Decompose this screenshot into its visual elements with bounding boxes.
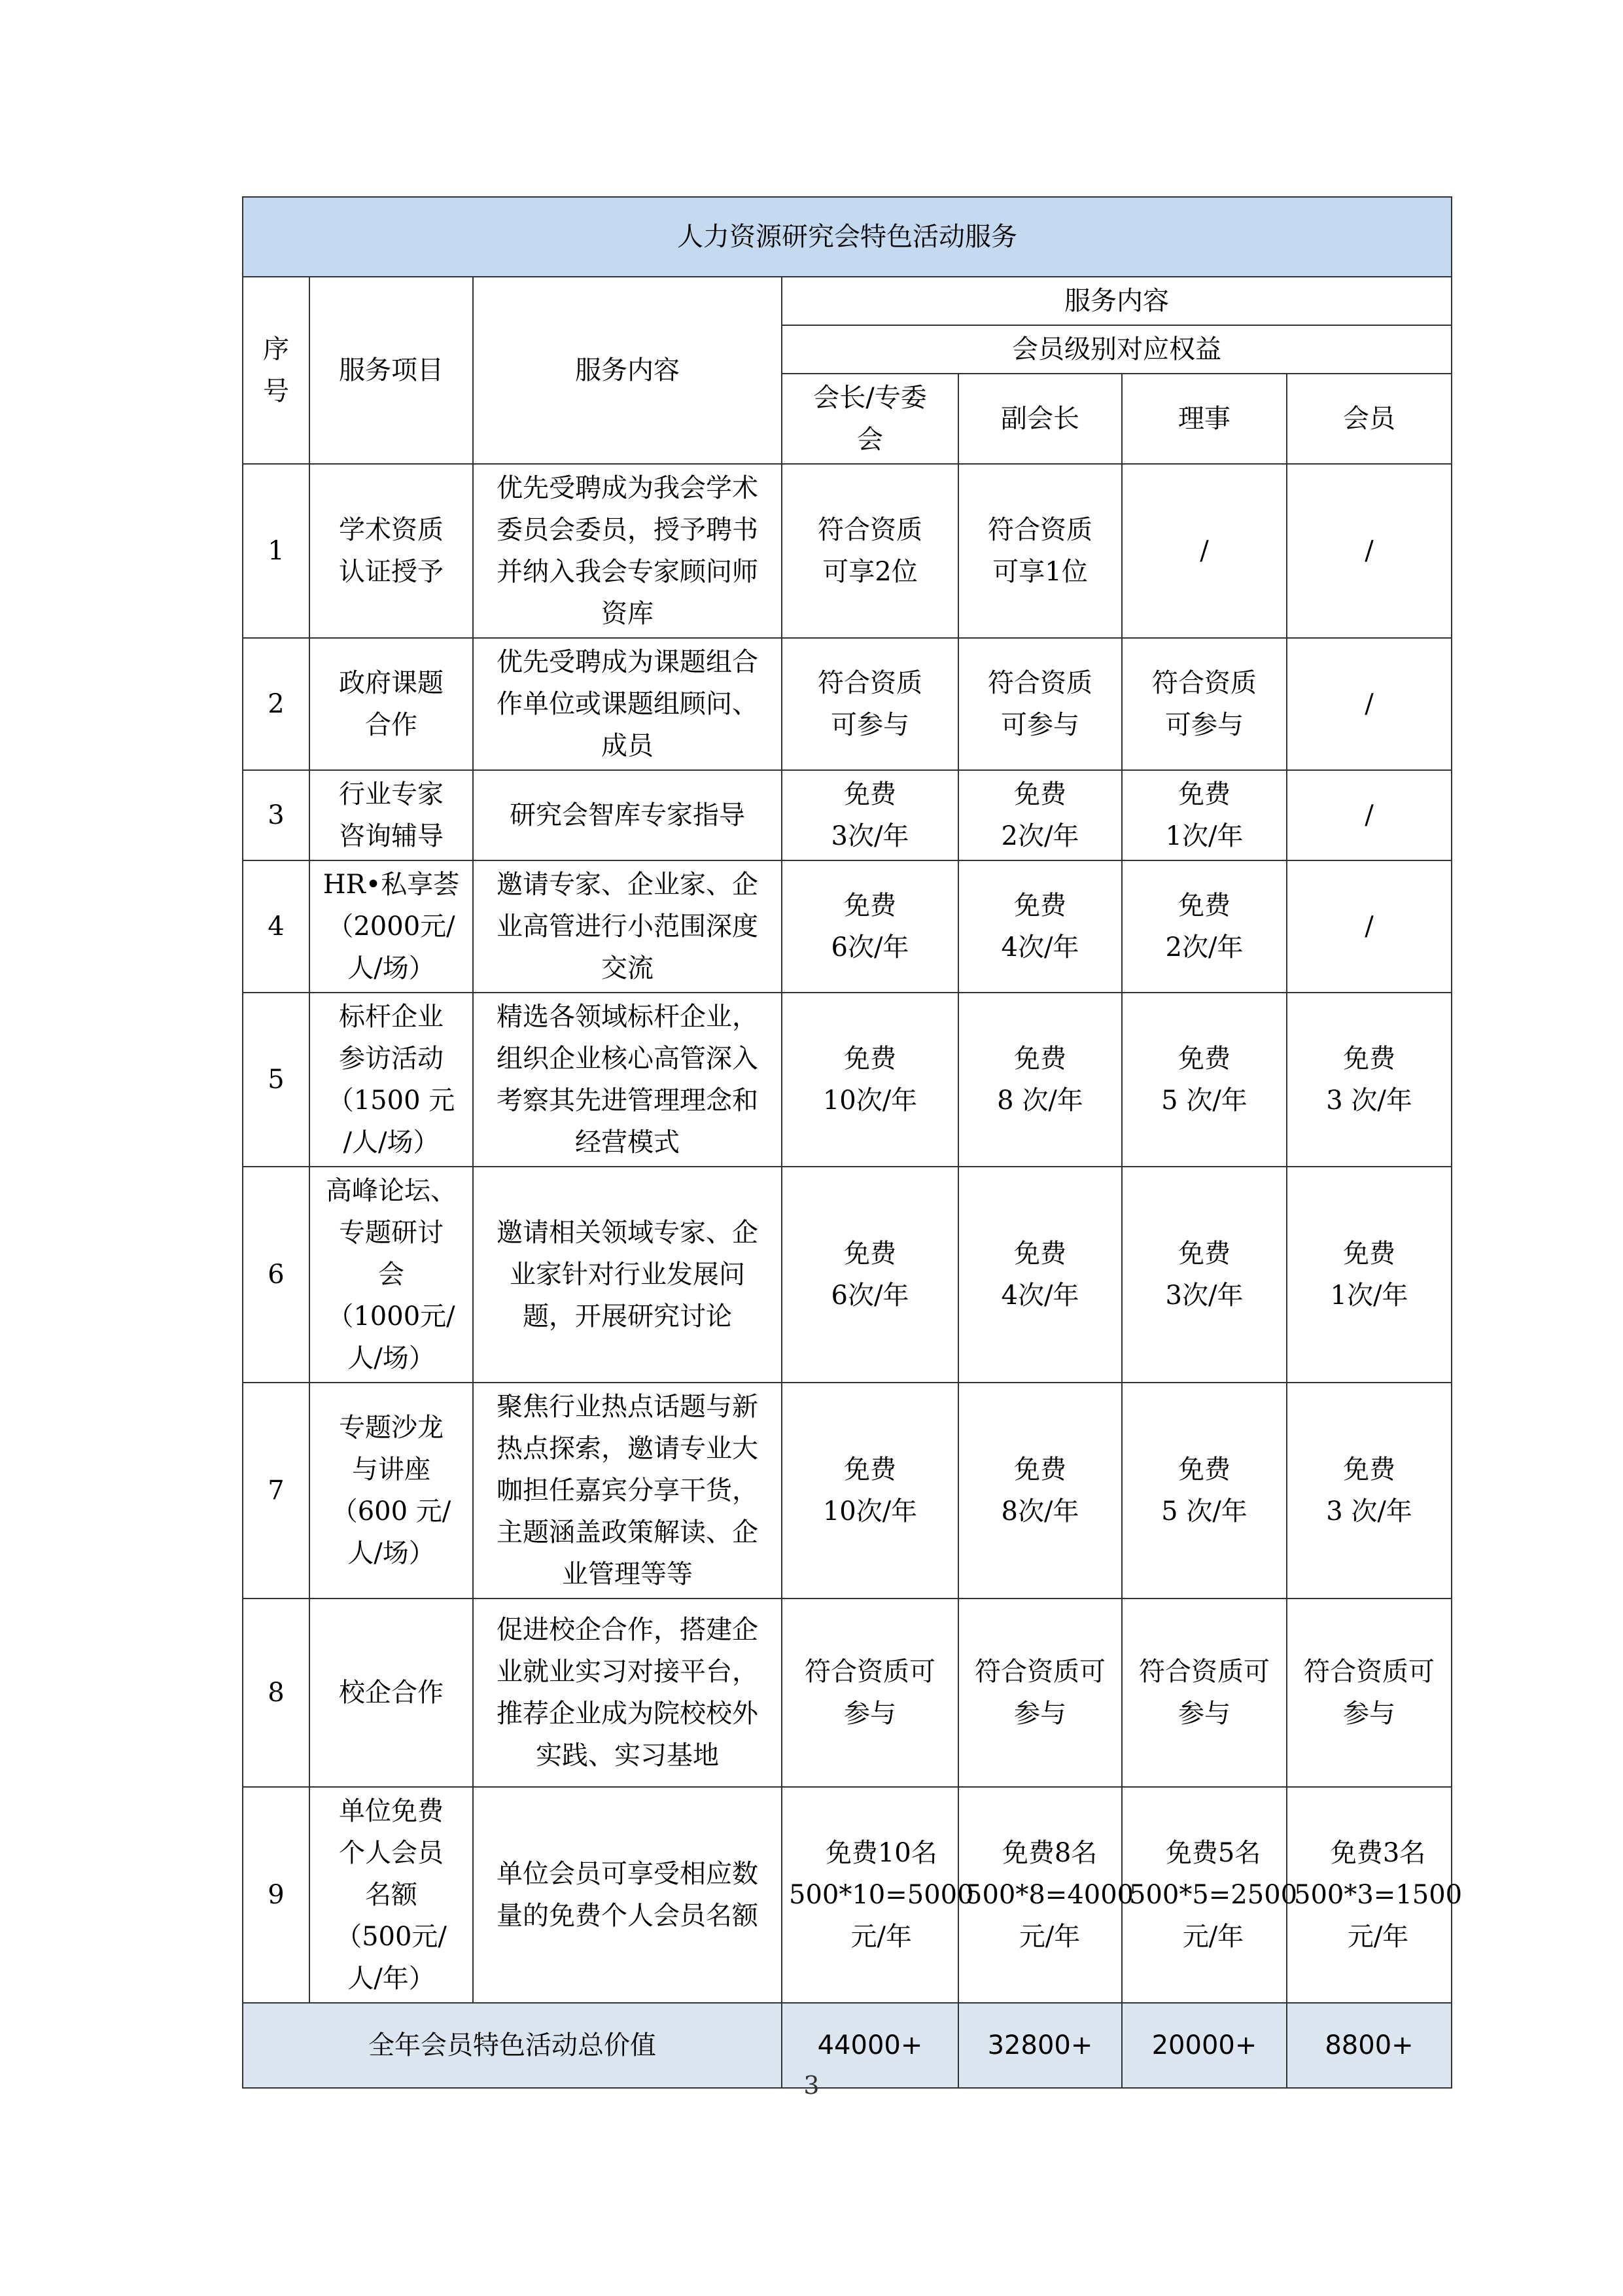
- row-value-vice-president: 免费 4次/年: [958, 1167, 1122, 1383]
- header-content: 服务内容: [473, 277, 782, 464]
- total-value-member: 8800+: [1287, 2003, 1452, 2088]
- row-value-member: 免费3名 500*3=1500 元/年: [1287, 1787, 1452, 2003]
- page-number: 3: [803, 2071, 820, 2100]
- row-value-president: 符合资质 可享2位: [782, 464, 958, 638]
- table-row: [243, 1598, 1452, 1787]
- row-value-member: 免费 3 次/年: [1287, 993, 1452, 1167]
- row-value-vice-president: 符合资质 可参与: [958, 638, 1122, 770]
- row-content: 邀请专家、企业家、企 业高管进行小范围深度 交流: [473, 860, 782, 993]
- row-value-director: 免费5名 500*5=2500 元/年: [1122, 1787, 1287, 2003]
- row-value-director: 免费 1次/年: [1122, 770, 1287, 860]
- row-value-president: 免费 10次/年: [782, 1383, 958, 1598]
- row-value-vice-president: 免费 8 次/年: [958, 993, 1122, 1167]
- header-level-vice-president: 副会长: [958, 374, 1122, 464]
- header-index: 序 号: [243, 277, 309, 464]
- row-value-member: /: [1287, 638, 1452, 770]
- row-value-director: /: [1122, 464, 1287, 638]
- row-item: 高峰论坛、 专题研讨 会 （1000元/ 人/场）: [309, 1167, 473, 1383]
- row-value-director: 免费 5 次/年: [1122, 993, 1287, 1167]
- row-index: 7: [243, 1383, 309, 1598]
- row-content: 精选各领域标杆企业， 组织企业核心高管深入 考察其先进管理理念和 经营模式: [473, 993, 782, 1167]
- row-value-director: 符合资质 可参与: [1122, 638, 1287, 770]
- total-value-vice-president: 32800+: [958, 2003, 1122, 2088]
- row-item: 行业专家 咨询辅导: [309, 770, 473, 860]
- row-value-member: 免费 3 次/年: [1287, 1383, 1452, 1598]
- total-value-president: 44000+: [782, 2003, 958, 2088]
- row-value-member: /: [1287, 860, 1452, 993]
- row-value-director: 免费 2次/年: [1122, 860, 1287, 993]
- row-content: 优先受聘成为我会学术 委员会委员，授予聘书 并纳入我会专家顾问师 资库: [473, 464, 782, 638]
- row-content: 聚焦行业热点话题与新 热点探索，邀请专业大 咖担任嘉宾分享干货， 主题涵盖政策解读、企 业管理等等: [473, 1383, 782, 1598]
- row-index: 6: [243, 1167, 309, 1383]
- row-value-member: /: [1287, 464, 1452, 638]
- row-index: 5: [243, 993, 309, 1167]
- row-value-member: /: [1287, 770, 1452, 860]
- row-value-president: 免费10名 500*10=5000 元/年: [782, 1787, 958, 2003]
- row-value-president: 符合资质 可参与: [782, 638, 958, 770]
- row-value-director: 免费 5 次/年: [1122, 1383, 1287, 1598]
- row-value-president: 免费 6次/年: [782, 860, 958, 993]
- row-item: 政府课题 合作: [309, 638, 473, 770]
- header-group-rights: 会员级别对应权益: [782, 325, 1452, 374]
- row-index: 2: [243, 638, 309, 770]
- row-index: 4: [243, 860, 309, 993]
- row-content: 促进校企合作，搭建企 业就业实习对接平台， 推荐企业成为院校校外 实践、实习基地: [473, 1598, 782, 1787]
- row-value-vice-president: 免费 2次/年: [958, 770, 1122, 860]
- row-content: 单位会员可享受相应数 量的免费个人会员名额: [473, 1787, 782, 2003]
- row-value-director: 免费 3次/年: [1122, 1167, 1287, 1383]
- total-label: 全年会员特色活动总价值: [243, 2003, 782, 2088]
- row-index: 3: [243, 770, 309, 860]
- row-item: 专题沙龙 与讲座 （600 元/ 人/场）: [309, 1383, 473, 1598]
- table-title: 人力资源研究会特色活动服务: [243, 197, 1452, 277]
- row-value-vice-president: 免费 8次/年: [958, 1383, 1122, 1598]
- header-row-1: [243, 277, 1452, 325]
- row-value-vice-president: 符合资质 可享1位: [958, 464, 1122, 638]
- header-item: 服务项目: [309, 277, 473, 464]
- row-index: 1: [243, 464, 309, 638]
- header-group-content: 服务内容: [782, 277, 1452, 325]
- row-content: 优先受聘成为课题组合 作单位或课题组顾问、 成员: [473, 638, 782, 770]
- row-item: 校企合作: [309, 1598, 473, 1787]
- row-value-president: 符合资质可 参与: [782, 1598, 958, 1787]
- row-value-member: 符合资质可 参与: [1287, 1598, 1452, 1787]
- total-value-director: 20000+: [1122, 2003, 1287, 2088]
- row-value-president: 免费 3次/年: [782, 770, 958, 860]
- row-value-vice-president: 免费8名 500*8=4000 元/年: [958, 1787, 1122, 2003]
- row-item: HR•私享荟 （2000元/ 人/场）: [309, 860, 473, 993]
- row-value-member: 免费 1次/年: [1287, 1167, 1452, 1383]
- table-title-row: [243, 197, 1452, 277]
- row-value-president: 免费 10次/年: [782, 993, 958, 1167]
- row-value-vice-president: 免费 4次/年: [958, 860, 1122, 993]
- header-level-member: 会员: [1287, 374, 1452, 464]
- table-row: [243, 1787, 1452, 2003]
- table-row: [243, 860, 1452, 993]
- row-content: 研究会智库专家指导: [473, 770, 782, 860]
- table-row: [243, 638, 1452, 770]
- row-value-president: 免费 6次/年: [782, 1167, 958, 1383]
- row-value-director: 符合资质可 参与: [1122, 1598, 1287, 1787]
- header-level-president: 会长/专委 会: [782, 374, 958, 464]
- services-table: [242, 196, 1463, 2089]
- row-item: 学术资质 认证授予: [309, 464, 473, 638]
- table-row: [243, 1167, 1452, 1383]
- table-row: [243, 993, 1452, 1167]
- row-item: 单位免费 个人会员 名额 （500元/ 人/年）: [309, 1787, 473, 2003]
- row-value-vice-president: 符合资质可 参与: [958, 1598, 1122, 1787]
- table-row: [243, 464, 1452, 638]
- table-row: [243, 770, 1452, 860]
- header-level-director: 理事: [1122, 374, 1287, 464]
- row-content: 邀请相关领域专家、企 业家针对行业发展问 题，开展研究讨论: [473, 1167, 782, 1383]
- row-index: 8: [243, 1598, 309, 1787]
- row-item: 标杆企业 参访活动 （1500 元 /人/场）: [309, 993, 473, 1167]
- table-row: [243, 1383, 1452, 1598]
- row-index: 9: [243, 1787, 309, 2003]
